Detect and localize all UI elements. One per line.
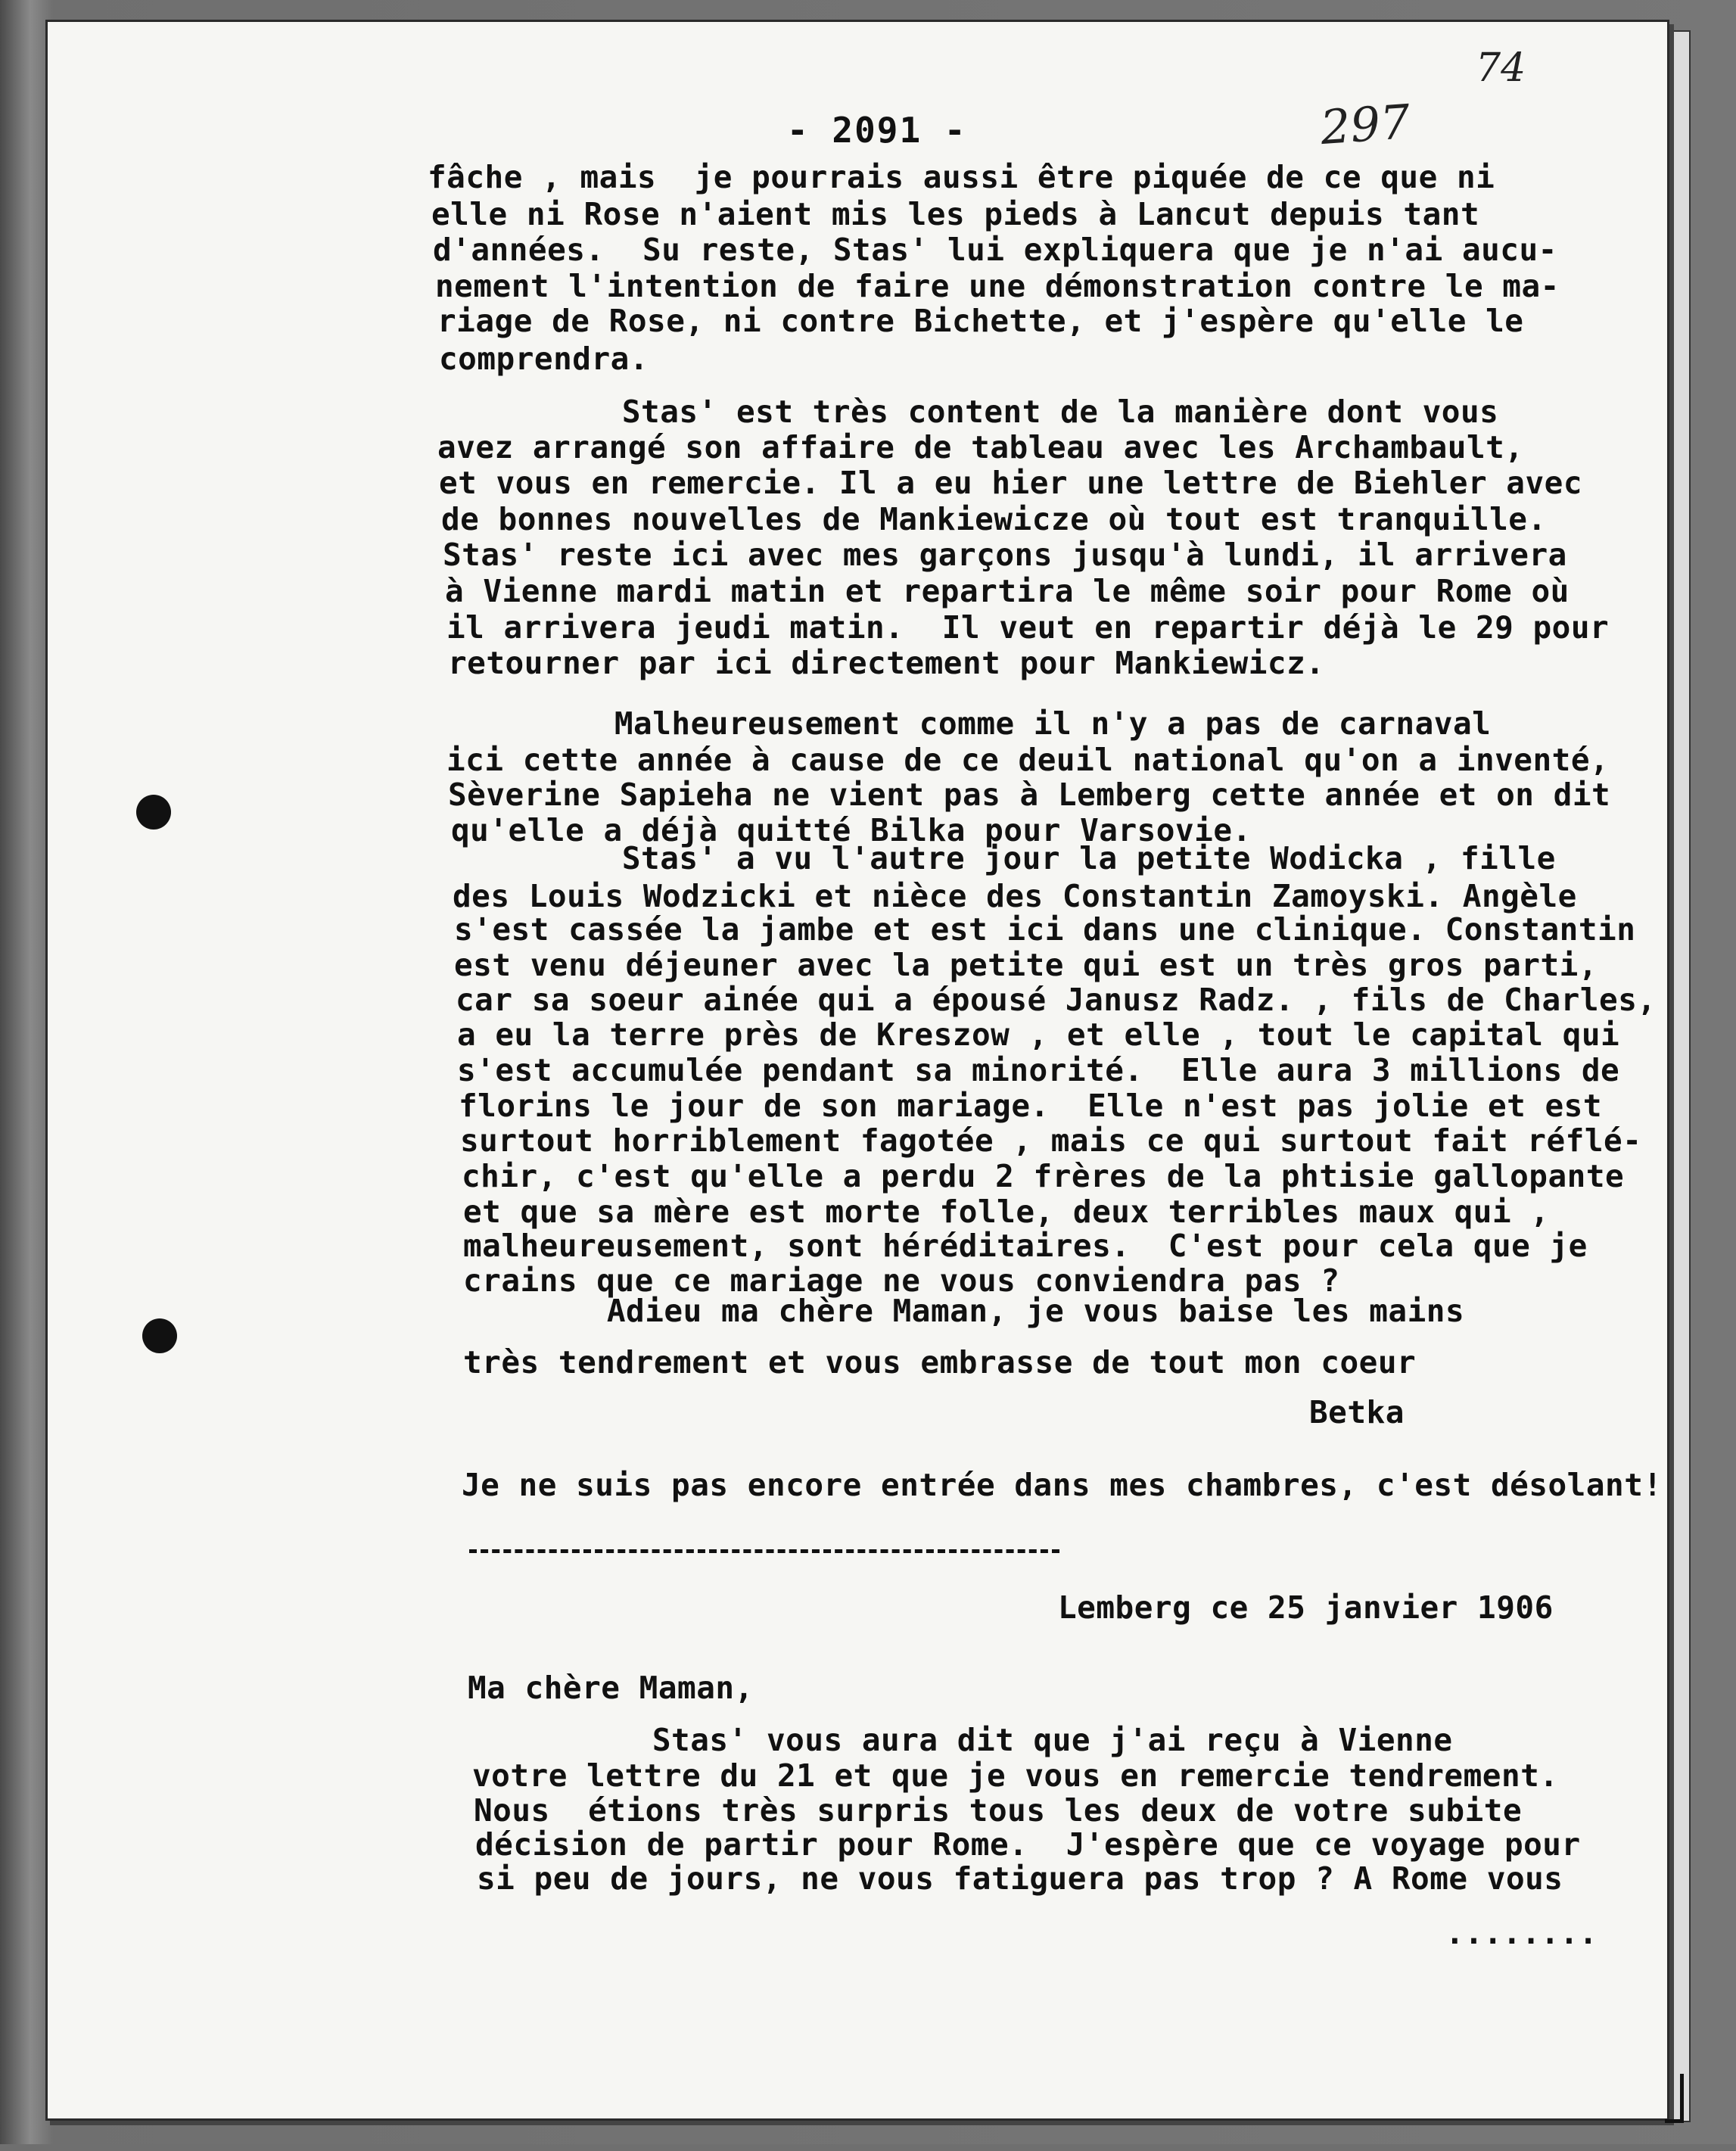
page-number: - 2091 - [787,110,967,151]
body-line: ici cette année à cause de ce deuil national qu'on a inventé, [446,742,1610,778]
body-line: il arrivera jeudi matin. Il veut en repartir déjà le 29 pour [446,609,1610,646]
body-line: a eu la terre près de Kreszow , et elle , tout le capital qui [457,1016,1620,1053]
body-line: elle ni Rose n'aient mis les pieds à Lancut depuis tant [431,196,1480,232]
body-line: surtout horriblement fagotée , mais ce qui surtout fait réflé- [460,1122,1642,1159]
body-line: à Vienne mardi matin et repartira le même soir pour Rome où [445,573,1570,609]
body-line: Stas' reste ici avec mes garçons jusqu'à lundi, il arrivera [443,537,1567,573]
signature: Betka [1309,1394,1405,1430]
body-line: riage de Rose, ni contre Bichette, et j'espère qu'elle le [437,303,1524,339]
body-line: Nous étions très surpris tous les deux de votre subite [474,1792,1523,1829]
letter-separator [469,1549,1059,1553]
body-line: décision de partir pour Rome. J'espère que ce voyage pour [475,1826,1581,1863]
date-line: Lemberg ce 25 janvier 1906 [1058,1589,1554,1626]
body-line: est venu déjeuner avec la petite qui est un très gros parti, [454,947,1598,983]
body-line: et que sa mère est morte folle, deux terribles maux qui , [463,1194,1550,1230]
body-line: avez arrangé son affaire de tableau avec les Archambault, [437,429,1524,465]
body-line: retourner par ici directement pour Mankiewicz. [448,645,1325,681]
body-line: Adieu ma chère Maman, je vous baise les mains [416,1293,1465,1329]
body-line: nement l'intention de faire une démonstration contre le ma- [435,268,1560,304]
body-line: votre lettre du 21 et que je vous en remercie tendrement. [472,1757,1559,1794]
body-line: s'est cassée la jambe et est ici dans une clinique. Constantin [454,911,1636,948]
handwritten-page-number: 297 [1318,93,1412,156]
body-line: malheureusement, sont héréditaires. C'est pour cela que je [463,1228,1588,1264]
continuation-dots: ........ [1445,1915,1598,1951]
body-line: crains que ce mariage ne vous conviendra pas ? [463,1262,1340,1299]
body-line: et vous en remercie. Il a eu hier une lettre de Biehler avec [439,465,1583,501]
body-line: Stas' est très content de la manière dont vous [431,394,1499,430]
body-line: Stas' vous aura dit que j'ai reçu à Vienne [462,1722,1453,1758]
body-line: de bonnes nouvelles de Mankiewicze où tout est tranquille. [441,501,1547,537]
body-line: chir, c'est qu'elle a perdu 2 frères de la phtisie gallopante [462,1158,1625,1194]
salutation: Ma chère Maman, [468,1670,754,1706]
body-line: fâche , mais je pourrais aussi être piquée de ce que ni [428,159,1495,195]
body-line: Stas' a vu l'autre jour la petite Wodicka , fille [431,840,1556,876]
postscript: Je ne suis pas encore entrée dans mes chambres, c'est désolant! [462,1467,1663,1503]
body-line: comprendra. [439,341,649,377]
body-line: des Louis Wodzicki et nièce des Constantin Zamoyski. Angèle [453,878,1577,914]
body-line: Malheureusement comme il n'y a pas de carnaval [424,705,1492,742]
body-line: très tendrement et vous embrasse de tout mon coeur [463,1344,1417,1381]
folio-number: 74 [1476,45,1526,91]
body-line: car sa soeur ainée qui a épousé Janusz Radz. , fils de Charles, [456,982,1657,1018]
corner-mark [1665,2074,1684,2123]
body-line: d'années. Su reste, Stas' lui expliquera que je n'ai aucu- [433,232,1557,268]
body-line: Sèverine Sapieha ne vient pas à Lemberg cette année et on dit [448,777,1611,813]
body-line: qu'elle a déjà quitté Bilka pour Varsovie. [451,812,1252,848]
body-line: s'est accumulée pendant sa minorité. Elle aura 3 millions de [457,1052,1620,1088]
body-line: florins le jour de son mariage. Elle n'est pas jolie et est [459,1088,1603,1124]
body-line: si peu de jours, ne vous fatiguera pas trop ? A Rome vous [477,1860,1563,1897]
